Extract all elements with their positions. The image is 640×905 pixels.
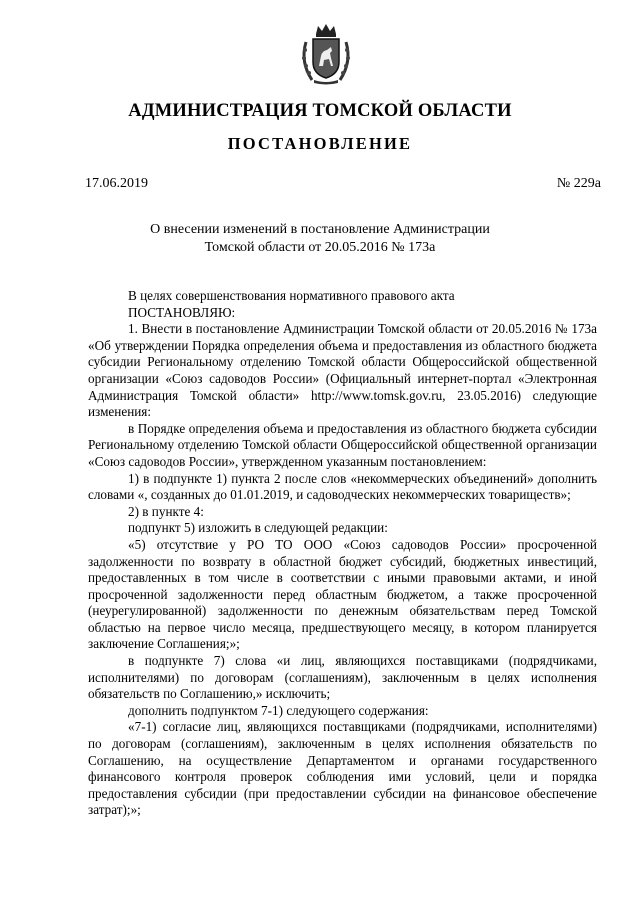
tomsk-coat-of-arms-icon [296, 22, 356, 86]
body-paragraph: в Порядке определения объема и предоставления из областного бюджета субсидии Региональному отделению Томской области Общероссийской общественной организации «Союз садоводов России», утвержденном указанным постановлением: [88, 420, 597, 469]
body-paragraph: ПОСТАНОВЛЯЮ: [128, 304, 236, 320]
document-number: № 229а [556, 176, 601, 191]
body-paragraph: 2) в пункте 4: [128, 503, 204, 519]
body-paragraph: дополнить подпунктом 7-1) следующего содержания: [128, 702, 429, 718]
document-type: ПОСТАНОВЛЕНИЕ [227, 134, 413, 153]
body-paragraph: подпункт 5) изложить в следующей редакции: [128, 520, 388, 536]
subject-line: Томской области от 20.05.2016 № 173а [204, 239, 436, 255]
body-paragraph: 1. Внести в постановление Администрации Томской области от 20.05.2016 № 173а «Об утверждении Порядка определения объема и предоставления из областного бюджета субсидии Региональному отделению Томской области Общероссийской общественной организации «Союз садоводов России» (Официальный интернет-портал «Электронная Администрация Томской области» http://www.tomsk.gov.ru, 23.05.2016) следующие изменения: [88, 321, 597, 420]
document-body [88, 288, 597, 819]
body-paragraph: «7-1) согласие лиц, являющихся поставщиками (подрядчиками, исполнителями) по договорам (соглашениям), заключенным в целях исполнения обязательств по Соглашению, на осуществление Департаментом и органами государственного финансового контроля проверок соблюдения ими условий, цели и порядка предоставления субсидии (при предоставлении субсидии на финансовое обеспечение затрат);»; [88, 719, 597, 818]
subject-line: О внесении изменений в постановление Администрации [150, 222, 490, 237]
document-subject [0, 221, 640, 256]
document-date: 17.06.2019 [85, 176, 148, 191]
body-paragraph: в подпункте 7) слова «и лиц, являющихся поставщиками (подрядчиками, исполнителями) по договорам (соглашениям), заключенным в целях исполнения обязательств по Соглашению,» исключить; [88, 653, 597, 702]
organization-title: АДМИНИСТРАЦИЯ ТОМСКОЙ ОБЛАСТИ [128, 101, 512, 121]
body-paragraph: «5) отсутствие у РО ТО ООО «Союз садоводов России» просроченной задолженности по возврату в областной бюджет субсидий, бюджетных инвестиций, предоставленных в том числе в соответствии с иными правовыми актами, и иной просроченной задолженности перед областным бюджетом, а также просроченной (неурегулированной) задолженности по денежным обязательствам перед Томской областью на первое число месяца, предшествующего месяцу, в котором планируется заключение Соглашения;»; [88, 536, 597, 652]
body-paragraph: 1) в подпункте 1) пункта 2 после слов «некоммерческих объединений» дополнить словами «, созданных до 01.01.2019, и садоводческих некоммерческих товариществ»; [88, 470, 597, 503]
body-paragraph: В целях совершенствования нормативного правового акта [128, 288, 455, 303]
